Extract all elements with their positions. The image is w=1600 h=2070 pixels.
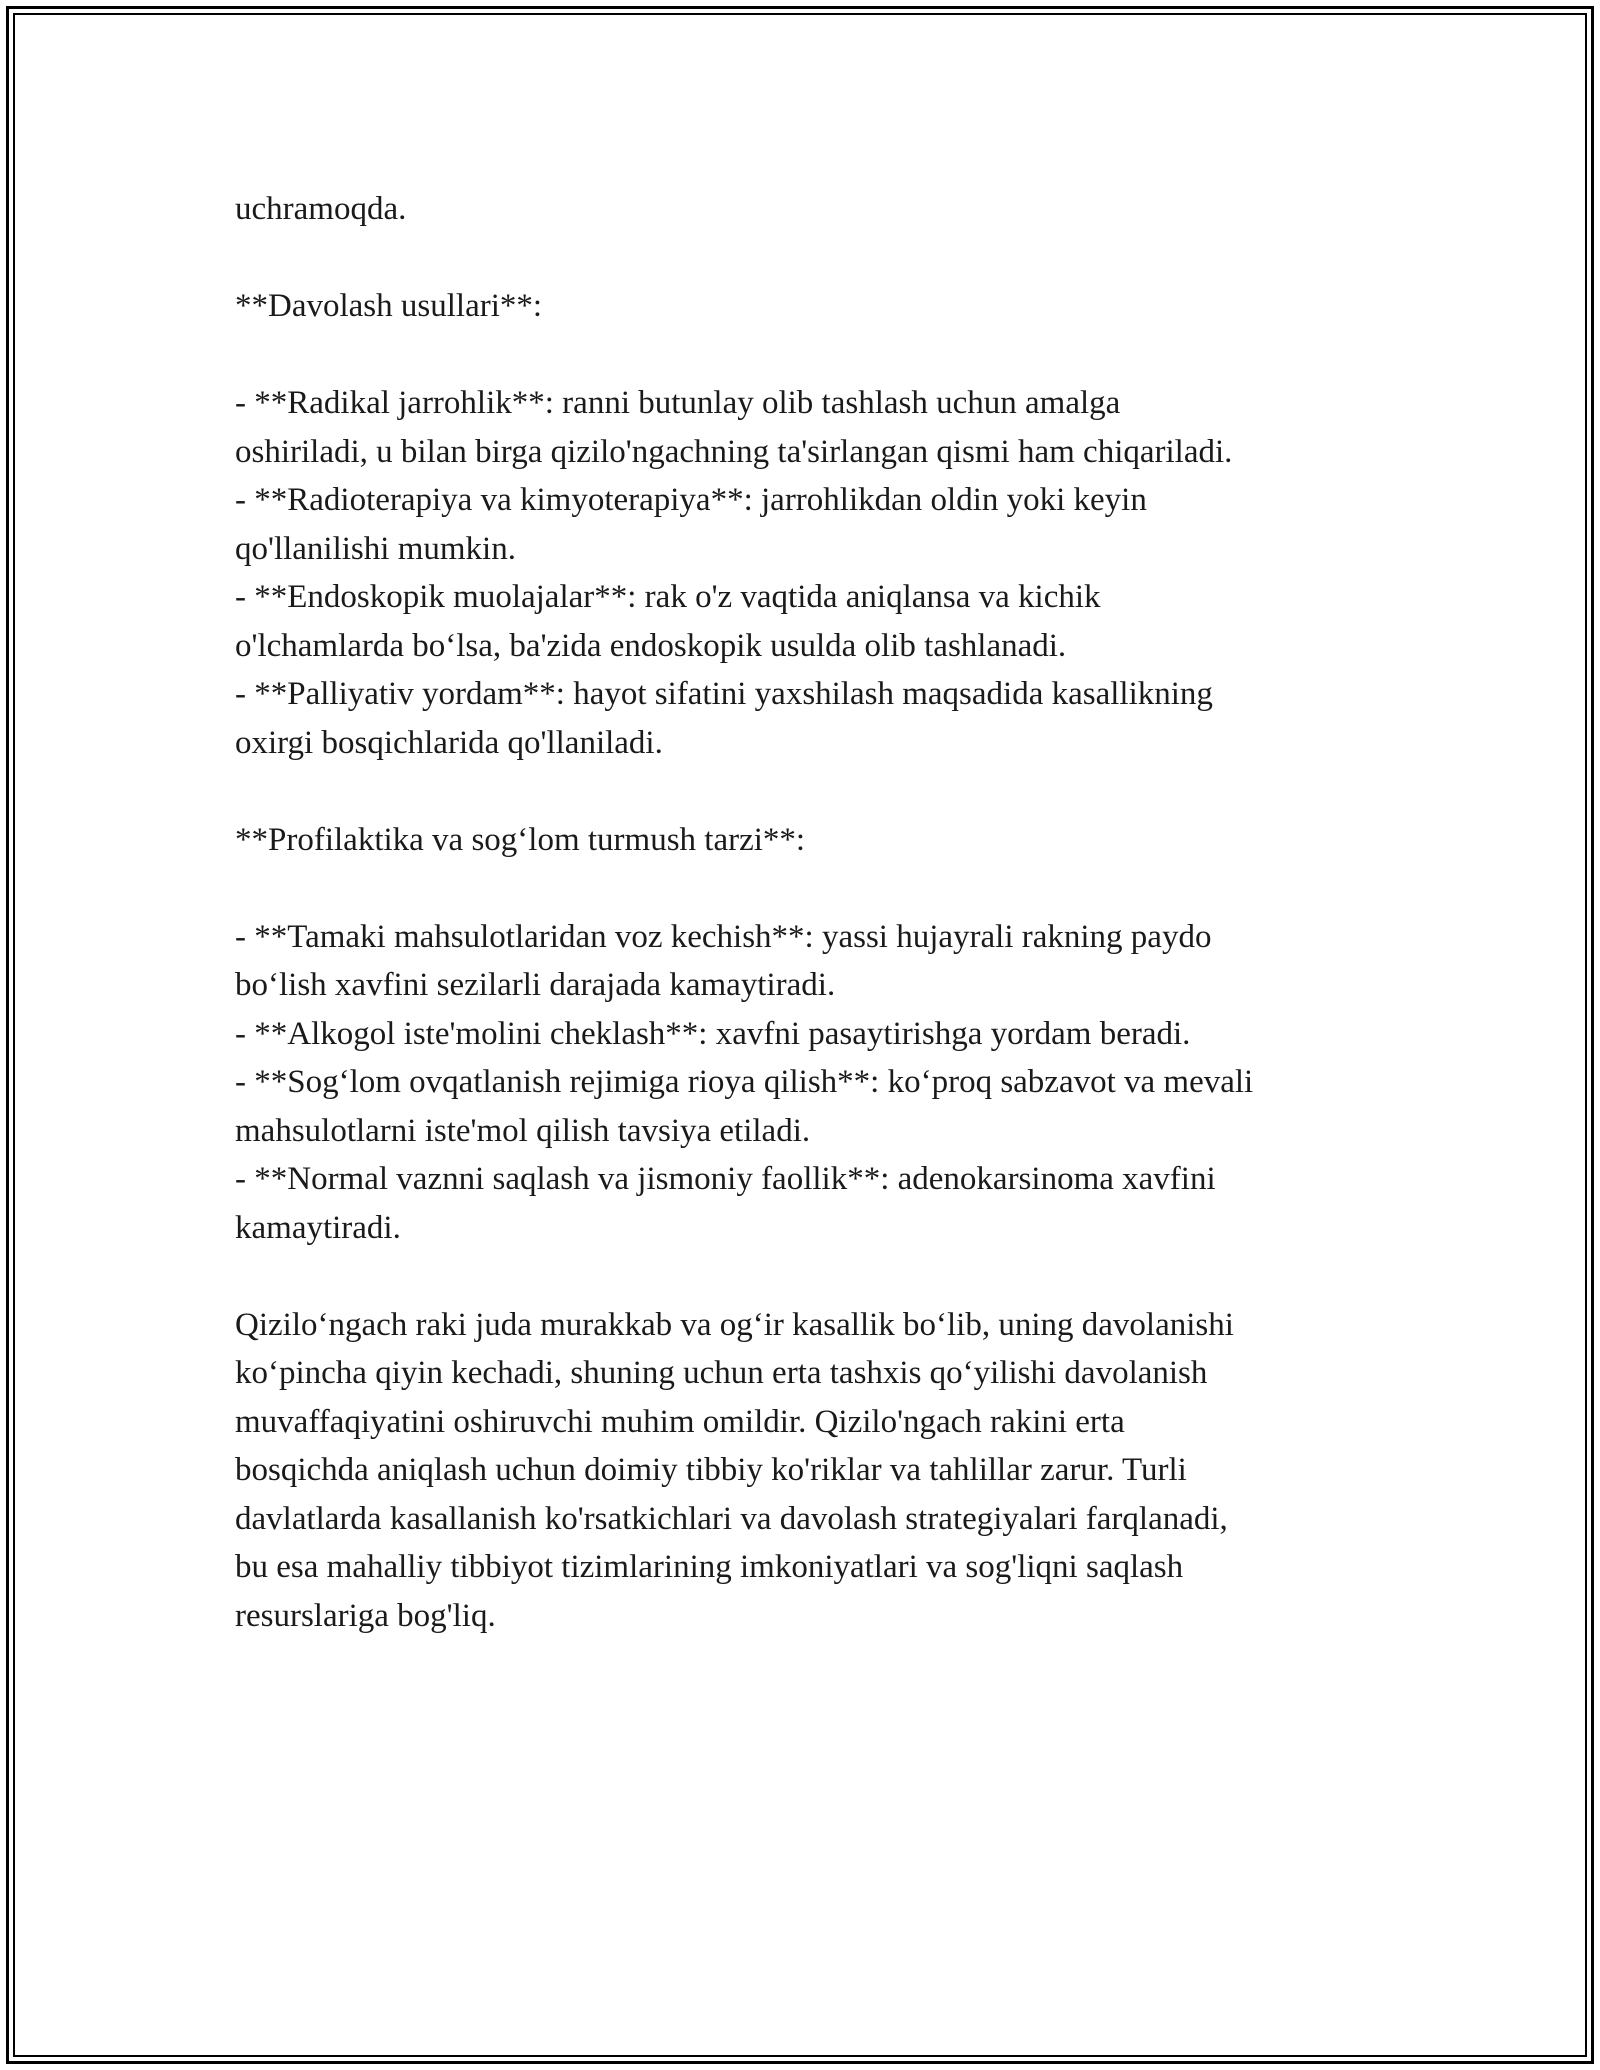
paragraph-line: resurslariga bog'liq.	[235, 1597, 496, 1634]
list-item-line: bo‘lish xavfini sezilarli darajada kamaytiradi.	[235, 967, 836, 1003]
paragraph-line: davlatlarda kasallanish ko'rsatkichlari va davolash strategiyalari farqlanadi,	[235, 1500, 1228, 1537]
list-item	[235, 1155, 1395, 1252]
prevention-heading: **Profilaktika va sog‘lom turmush tarzi**:	[235, 821, 806, 858]
list-item	[235, 1010, 1395, 1059]
paragraph-line: ko‘pincha qiyin kechadi, shuning uchun erta tashxis qo‘yilishi davolanish	[235, 1355, 1208, 1391]
paragraph-gap	[235, 1252, 1395, 1301]
list-item-line: - **Normal vaznni saqlash va jismoniy faollik**: adenokarsinoma xavfini	[235, 1161, 1216, 1197]
list-item	[235, 670, 1395, 767]
conclusion-paragraph	[235, 1301, 1395, 1641]
list-item	[235, 1058, 1395, 1155]
paragraph-gap	[235, 331, 1395, 380]
list-item-line: mahsulotlarni iste'mol qilish tavsiya etiladi.	[235, 1112, 811, 1149]
document-body	[235, 185, 1395, 1640]
list-item-line: - **Alkogol iste'molini cheklash**: xavfni pasaytirishga yordam beradi.	[235, 1015, 1191, 1052]
list-item-line: oshiriladi, u bilan birga qizilo'ngachning ta'sirlangan qismi ham chiqariladi.	[235, 433, 1233, 470]
list-item-line: oxirgi bosqichlarida qo'llaniladi.	[235, 724, 663, 761]
continuation-text: uchramoqda.	[235, 191, 407, 227]
list-item	[235, 379, 1395, 476]
paragraph-line: bu esa mahalliy tibbiyot tizimlarining imkoniyatlari va sog'liqni saqlash	[235, 1549, 1184, 1585]
paragraph-line: muvaffaqiyatini oshiruvchi muhim omildir. Qizilo'ngach rakini erta	[235, 1403, 1125, 1440]
paragraph-gap	[235, 234, 1395, 283]
list-item-line: - **Palliyativ yordam**: hayot sifatini yaxshilash maqsadida kasallikning	[235, 676, 1213, 712]
list-item	[235, 573, 1395, 670]
list-item-line: - **Sog‘lom ovqatlanish rejimiga rioya qilish**: ko‘proq sabzavot va mevali	[235, 1064, 1254, 1100]
paragraph-line: Qizilo‘ngach raki juda murakkab va og‘ir kasallik bo‘lib, uning davolanishi	[235, 1306, 1234, 1343]
prevention-list	[235, 913, 1395, 1253]
list-item-line: qo'llanilishi mumkin.	[235, 530, 516, 567]
paragraph-line: bosqichda aniqlash uchun doimiy tibbiy ko'riklar va tahlillar zarur. Turli	[235, 1452, 1187, 1488]
list-item-line: kamaytiradi.	[235, 1209, 401, 1246]
treatment-list	[235, 379, 1395, 767]
list-item-line: - **Endoskopik muolajalar**: rak o'z vaqtida aniqlansa va kichik	[235, 579, 1101, 615]
treatment-heading: **Davolash usullari**:	[235, 288, 543, 324]
list-item-line: - **Tamaki mahsulotlaridan voz kechish**: yassi hujayrali rakning paydo	[235, 918, 1212, 955]
paragraph-gap	[235, 767, 1395, 816]
list-item-line: - **Radikal jarrohlik**: ranni butunlay olib tashlash uchun amalga	[235, 385, 1121, 421]
list-item	[235, 476, 1395, 573]
list-item-line: - **Radioterapiya va kimyoterapiya**: jarrohlikdan oldin yoki keyin	[235, 482, 1147, 518]
list-item-line: o'lchamlarda bo‘lsa, ba'zida endoskopik usulda olib tashlanadi.	[235, 627, 1067, 664]
list-item	[235, 913, 1395, 1010]
paragraph-gap	[235, 864, 1395, 913]
